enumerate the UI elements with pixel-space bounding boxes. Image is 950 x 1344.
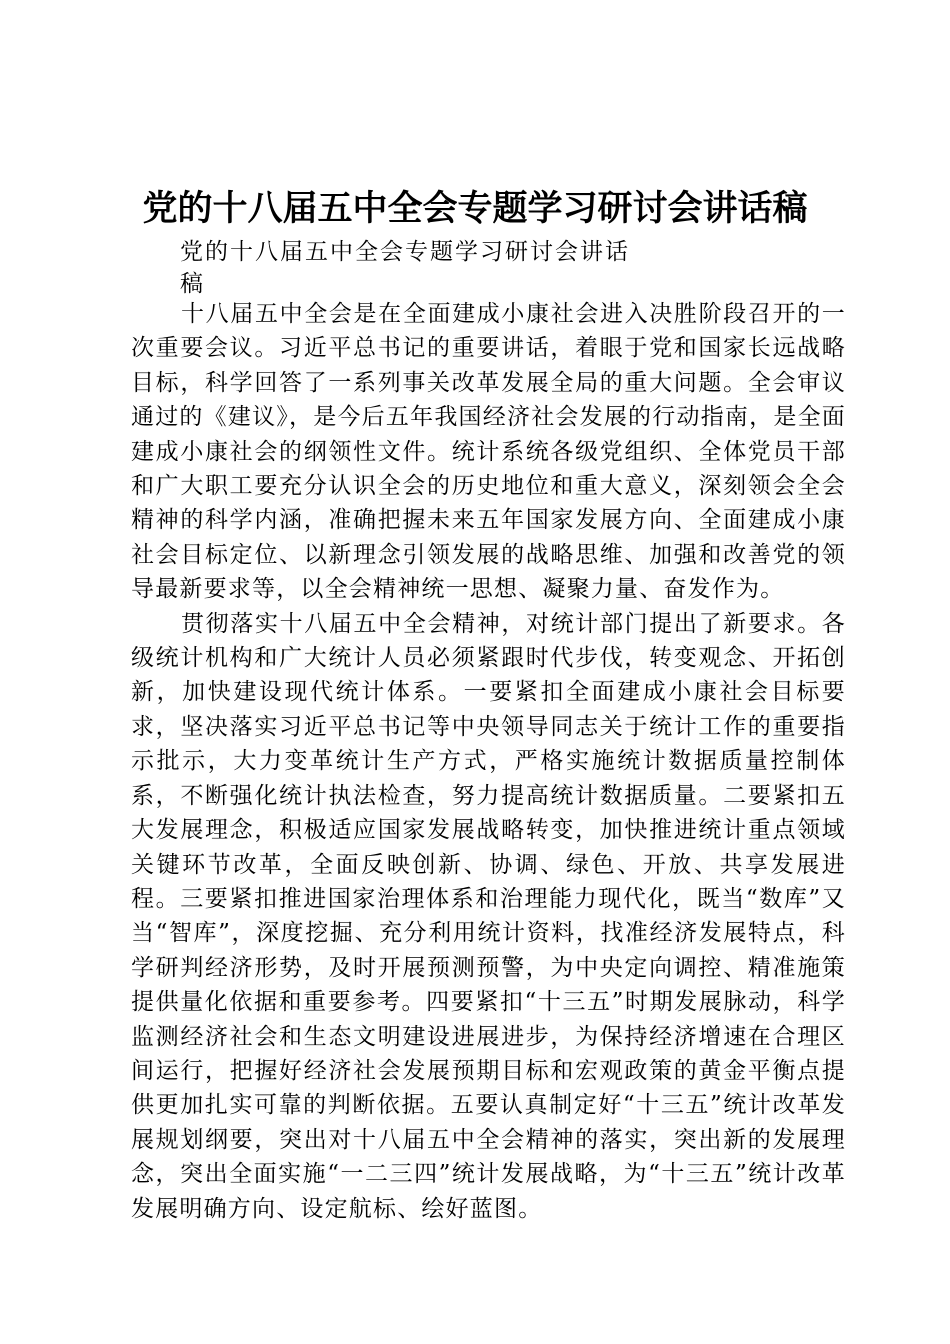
document-title: 党的十八届五中全会专题学习研讨会讲话稿 [142, 188, 808, 229]
paragraph-2: 贯彻落实十八届五中全会精神，对统计部门提出了新要求。各级统计机构和广大统计人员必须紧跟时代步伐，转变观念、开拓创新，加快建设现代统计体系。一要紧扣全面建成小康社会目标要求，坚决落实习近平总书记等中央领导同志关于统计工作的重要指示批示，大力变革统计生产方式，严格实施统计数据质量控制体系，不断强化统计执法检查，努力提高统计数据质量。二要紧扣五大发展理念，积极适应国家发展战略转变，加快推进统计重点领域关键环节改革，全面反映创新、协调、绿色、开放、共享发展进程。三要紧扣推进国家治理体系和治理能力现代化，既当“数库”又当“智库”，深度挖掘、充分利用统计资料，找准经济发展特点，科学研判经济形势，及时开展预测预警，为中央定向调控、精准施策提供量化依据和重要参考。四要紧扣“十三五”时期发展脉动，科学监测经济社会和生态文明建设进展进步，为保持经济增速在合理区间运行，把握好经济社会发展预期目标和宏观政策的黄金平衡点提供更加扎实可靠的判断依据。五要认真制定好“十三五”统计改革发展规划纲要，突出对十八届五中全会精神的落实，突出新的发展理念，突出全面实施“一二三四”统计发展战略，为“十三五”统计改革发展明确方向、设定航标、绘好蓝图。 [131, 610, 846, 1222]
document-subtitle: 党的十八届五中全会专题学习研讨会讲话稿 [180, 239, 630, 297]
paragraph-1: 十八届五中全会是在全面建成小康社会进入决胜阶段召开的一次重要会议。习近平总书记的重要讲话，着眼于党和国家长远战略目标，科学回答了一系列事关改革发展全局的重大问题。全会审议通过的《建议》，是今后五年我国经济社会发展的行动指南，是全面建成小康社会的纲领性文件。统计系统各级党组织、全体党员干部和广大职工要充分认识全会的历史地位和重大意义，深刻领会全会精神的科学内涵，准确把握未来五年国家发展方向、全面建成小康社会目标定位、以新理念引领发展的战略思维、加强和改善党的领导最新要求等，以全会精神统一思想、凝聚力量、奋发作为。 [131, 301, 846, 603]
document-body [131, 297, 846, 1226]
